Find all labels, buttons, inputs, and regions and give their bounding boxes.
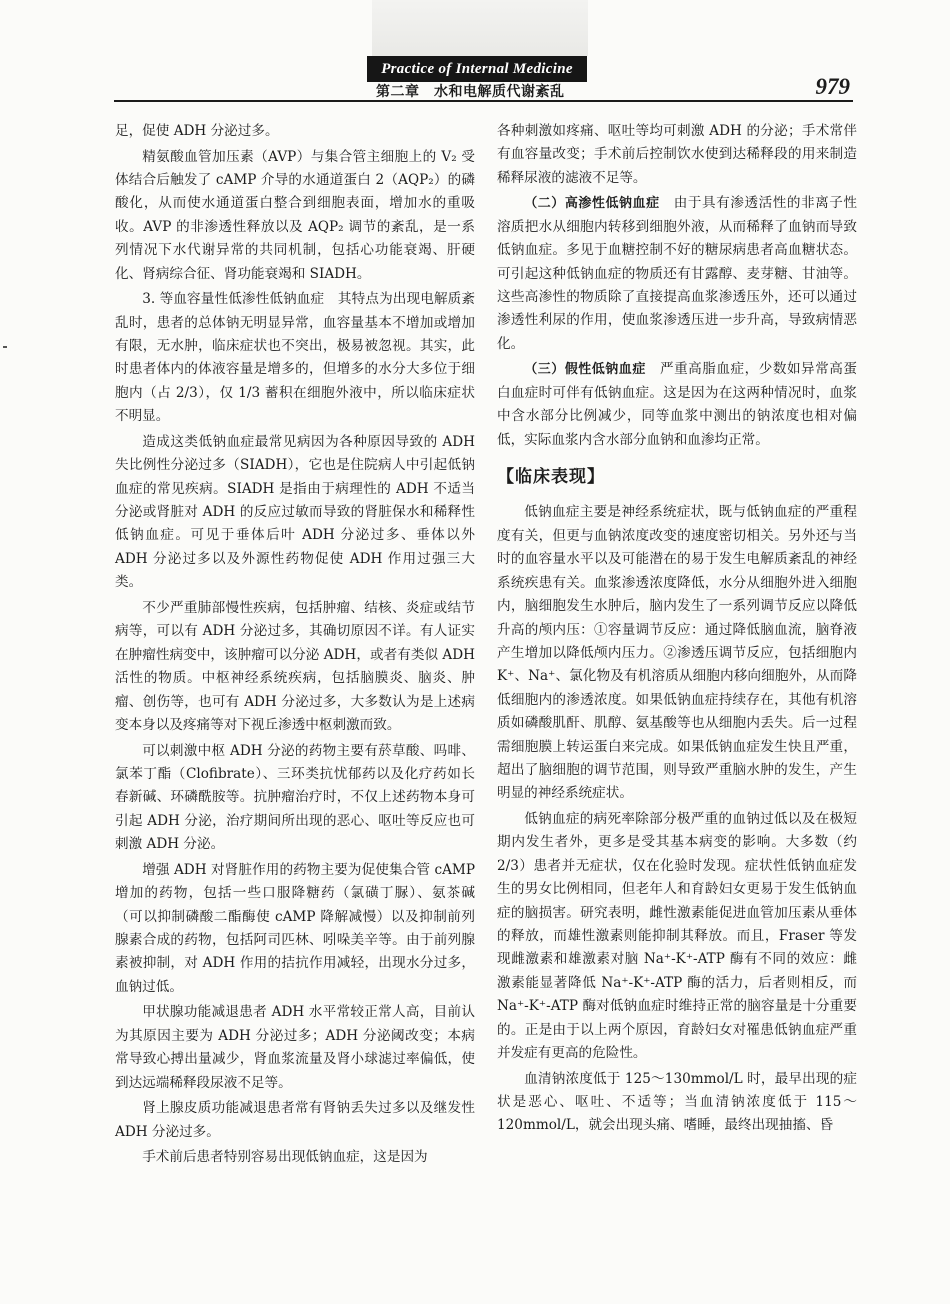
body-paragraph: 低钠血症主要是神经系统症状，既与低钠血症的严重程度有关，但更与血钠浓度改变的速度密切相关。另外还与当时的血容量水平以及可能潜在的易于发生电解质紊乱的神经系统疾患有关。血浆渗透浓度降低，水分从细胞外进入细胞内，脑细胞发生水肿后，脑内发生了一系列调节反应以降低升高的颅内压：①容量调节反应：通过降低脑血流，脑脊液产生增加以降低颅内压力。②渗透压调节反应，包括细胞内 K⁺、Na⁺、氯化物及有机溶质从细胞内移向细胞外，从而降低细胞内的渗透浓度。如果低钠血症持续存在，其他有机溶质如磷酸肌酐、肌醇、氨基酸等也从细胞内丢失。后一过程需细胞膜上转运蛋白来完成。如果低钠血症发生快且严重，超出了脑细胞的调节范围，则导致严重脑水肿的发生，产生明显的神经系统症状。 <box>497 504 857 802</box>
body-paragraph: 增强 ADH 对肾脏作用的药物主要为促使集合管 cAMP 增加的药物，包括一些口服降糖药（氯磺丁脲）、氨茶碱（可以抑制磷酸二酯酶使 cAMP 降解减慢）以及抑制前列腺素合成的药物，包括阿司匹林、吲哚美辛等。由于前列腺素被抑制，对 ADH 作用的拮抗作用减轻，出现水分过多，血钠过低。 <box>115 861 475 995</box>
left-column <box>115 120 475 1172</box>
body-paragraph: 低钠血症的病死率除部分极严重的血钠过低以及在极短期内发生者外，更多是受其基本病变的影响。大多数（约 2/3）患者并无症状，仅在化验时发现。症状性低钠血症发生的男女比例相同，但老年人和育龄妇女更易于发生低钠血症的脑损害。研究表明，雌性激素能促进血管加压素从垂体的释放，而雄性激素则能抑制其释放。而且，Fraser 等发现雌激素和雄激素对脑 Na⁺-K⁺-ATP 酶有不同的效应：雌激素能显著降低 Na⁺-K⁺-ATP 酶的活力，后者则相反，而 Na⁺-K⁺-ATP 酶对低钠血症时维持正常的脑容量是十分重要的。正是由于以上两个原因，育龄妇女对罹患低钠血症严重并发症有更高的危险性。 <box>497 810 857 1061</box>
body-paragraph: 精氨酸血管加压素（AVP）与集合管主细胞上的 V₂ 受体结合后触发了 cAMP 介导的水通道蛋白 2（AQP₂）的磷酸化，从而使水通道蛋白整合到细胞表面，增加水的重吸收。AVP 的非渗透性释放以及 AQP₂ 调节的紊乱，是一系列情况下水代谢异常的共同机制，包括心功能衰竭、肝硬化、肾病综合征、肾功能衰竭和 SIADH。 <box>115 148 475 282</box>
right-column <box>497 120 857 1140</box>
body-paragraph: 3. 等血容量性低渗性低钠血症 其特点为出现电解质紊乱时，患者的总体钠无明显异常，血容量基本不增加或增加有限，无水肿，临床症状也不突出，极易被忽视。其实，此时患者体内的体液容量是增多的，但增多的水分大多位于细胞内（占 2/3），仅 1/3 蓄积在细胞外液中，所以临床症状不明显。 <box>115 291 475 425</box>
header-banner-background <box>372 0 588 56</box>
body-paragraph: 手术前后患者特别容易出现低钠血症，这是因为 <box>142 1149 428 1166</box>
body-paragraph: 可以刺激中枢 ADH 分泌的药物主要有菸草酸、吗啡、氯苯丁酯（Clofibrate）、三环类抗忧郁药以及化疗药如长春新碱、环磷酰胺等。抗肿瘤治疗时，不仅上述药物本身可引起 ADH 分泌，治疗期间所出现的恶心、呕吐等反应也可刺激 ADH 分泌。 <box>115 742 475 853</box>
body-paragraph: 造成这类低钠血症最常见病因为各种原因导致的 ADH 失比例性分泌过多（SIADH），它也是住院病人中引起低钠血症的常见疾病。SIADH 是指由于病理性的 ADH 不适当分泌或肾脏对 ADH 的反应过敏而导致的肾脏保水和稀释性低钠血症。可见于垂体后叶 ADH 分泌过多、垂体以外 ADH 分泌过多以及外源性药物促使 ADH 作用过强三大类。 <box>115 433 475 591</box>
journal-title-banner: Practice of Internal Medicine <box>367 56 587 82</box>
subsection-paragraph <box>497 192 857 356</box>
header-divider <box>114 100 853 102</box>
subsection-text: 严重高脂血症，少数如异常高蛋白血症时可伴有低钠血症。这是因为在这两种情况时，血浆中含水部分比例减少，同等血浆中测出的钠浓度也相对偏低，实际血浆内含水部分血钠和血渗均正常。 <box>497 361 857 448</box>
body-paragraph: 不少严重肺部慢性疾病，包括肿瘤、结核、炎症或结节病等，可以有 ADH 分泌过多，其确切原因不详。有人证实在肿瘤性病变中，该肿瘤可以分泌 ADH，或者有类似 ADH 活性的物质。中枢神经系统疾病，包括脑膜炎、脑炎、肿瘤、创伤等，也可有 ADH 分泌过多，大多数认为是上述病变本身以及疼痛等对下视丘渗透中枢刺激而致。 <box>115 599 475 733</box>
subsection-paragraph <box>497 358 857 452</box>
body-paragraph: 血清钠浓度低于 125～130mmol/L 时，最早出现的症状是恶心、呕吐、不适等；当血清钠浓度低于 115～120mmol/L，就会出现头痛、嗜睡，最终出现抽搐、昏 <box>497 1070 857 1134</box>
body-paragraph: 各种刺激如疼痛、呕吐等均可刺激 ADH 的分泌；手术常伴有血容量改变；手术前后控制饮水使到达稀释段的用来制造稀释尿液的滤液不足等。 <box>497 123 857 186</box>
margin-mark <box>3 346 7 348</box>
chapter-title: 第二章 水和电解质代谢紊乱 <box>376 84 565 100</box>
subsection-title: （三）假性低钠血症 <box>524 362 646 378</box>
section-heading: 【临床表现】 <box>497 467 605 488</box>
body-paragraph: 甲状腺功能减退患者 ADH 水平常较正常人高，目前认为其原因主要为 ADH 分泌过多；ADH 分泌阈改变；本病常导致心搏出量减少，肾血浆流量及肾小球滤过率偏低，使到达远端稀释段尿液不足等。 <box>115 1004 475 1091</box>
body-paragraph: 肾上腺皮质功能减退患者常有肾钠丢失过多以及继发性 ADH 分泌过多。 <box>115 1100 475 1140</box>
body-paragraph: 足，促使 ADH 分泌过多。 <box>115 123 279 139</box>
subsection-title: （二）高渗性低钠血症 <box>524 196 660 212</box>
page-number: 979 <box>815 74 850 99</box>
subsection-text: 由于具有渗透活性的非离子性溶质把水从细胞内转移到细胞外液，从而稀释了血钠而导致低钠血症。多见于血糖控制不好的糖尿病患者高血糖状态。可引起这种低钠血症的物质还有甘露醇、麦芽糖、甘油等。这些高渗性的物质除了直接提高血浆渗透压外，还可以通过渗透性利尿的作用，使血浆渗透压进一步升高，导致病情恶化。 <box>497 195 857 352</box>
